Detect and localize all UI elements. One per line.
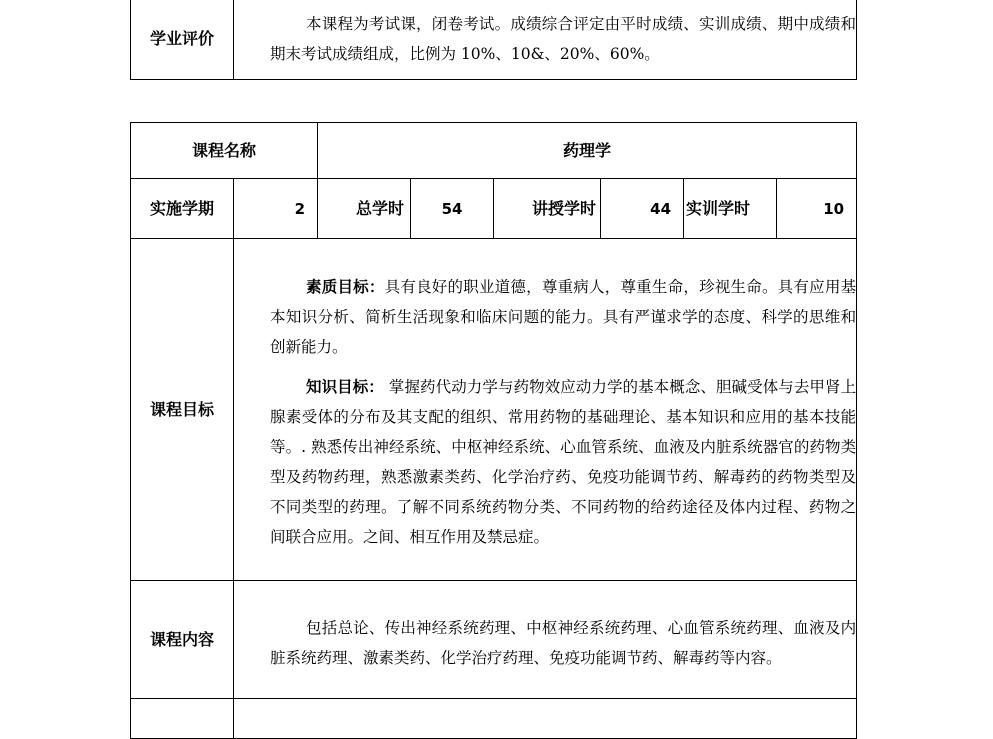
knowledge-goal-text: 掌握药代动力学与药物效应动力学的基本概念、胆碱受体与去甲肾上腺素受体的分布及其支配的组织、常用药物的基础理论、基本知识和应用的基本技能等。. 熟悉传出神经系统、中枢神经系统、心血管系统、血液及内脏系统器官的药物类型及药物药理，熟悉激素类药、化学治疗药、免疫功能调节药、解毒药的药物类型及不同类型的药理。了解不同系统药物分类、不同药物的给药途径及体内过程、药物之间联合应用。之间、相互作用及禁忌症。 [270, 377, 857, 546]
next-row-label-cell [131, 699, 234, 739]
content-cell [234, 581, 857, 699]
assessment-table [130, 0, 857, 80]
objectives-label: 课程目标 [131, 239, 234, 581]
lecture-hours-label: 讲授学时 [494, 179, 601, 239]
content-text: 包括总论、传出神经系统药理、中枢神经系统药理、心血管系统药理、血液及内脏系统药理、激素类药、化学治疗药理、免疫功能调节药、解毒药等内容。 [270, 618, 857, 667]
course-table [130, 122, 857, 739]
content-label: 课程内容 [131, 581, 234, 699]
quality-goal [270, 272, 856, 362]
semester-value: 2 [234, 179, 318, 239]
knowledge-goal-lead: 知识目标： [306, 377, 384, 396]
knowledge-goal [270, 372, 856, 552]
course-name-value: 药理学 [318, 123, 857, 179]
course-name-label: 课程名称 [131, 123, 318, 179]
assessment-text: 本课程为考试课，闭卷考试。成绩综合评定由平时成绩、实训成绩、期中成绩和期末考试成绩组成，比例为 10%、10&、20%、60%。 [270, 15, 856, 63]
next-row-content-cell [234, 699, 857, 739]
lecture-hours-value: 44 [601, 179, 684, 239]
total-hours-label: 总学时 [318, 179, 411, 239]
objectives-cell [234, 239, 857, 581]
quality-goal-text: 具有良好的职业道德，尊重病人，尊重生命，珍视生命。具有应用基本知识分析、简析生活现象和临床问题的能力。具有严谨求学的态度、科学的思维和创新能力。 [270, 277, 857, 356]
quality-goal-lead: 素质目标： [306, 277, 385, 296]
assessment-label: 学业评价 [131, 0, 234, 80]
assessment-cell [234, 0, 857, 80]
practice-hours-label: 实训学时 [684, 179, 777, 239]
total-hours-value: 54 [411, 179, 494, 239]
practice-hours-value: 10 [777, 179, 857, 239]
semester-label: 实施学期 [131, 179, 234, 239]
